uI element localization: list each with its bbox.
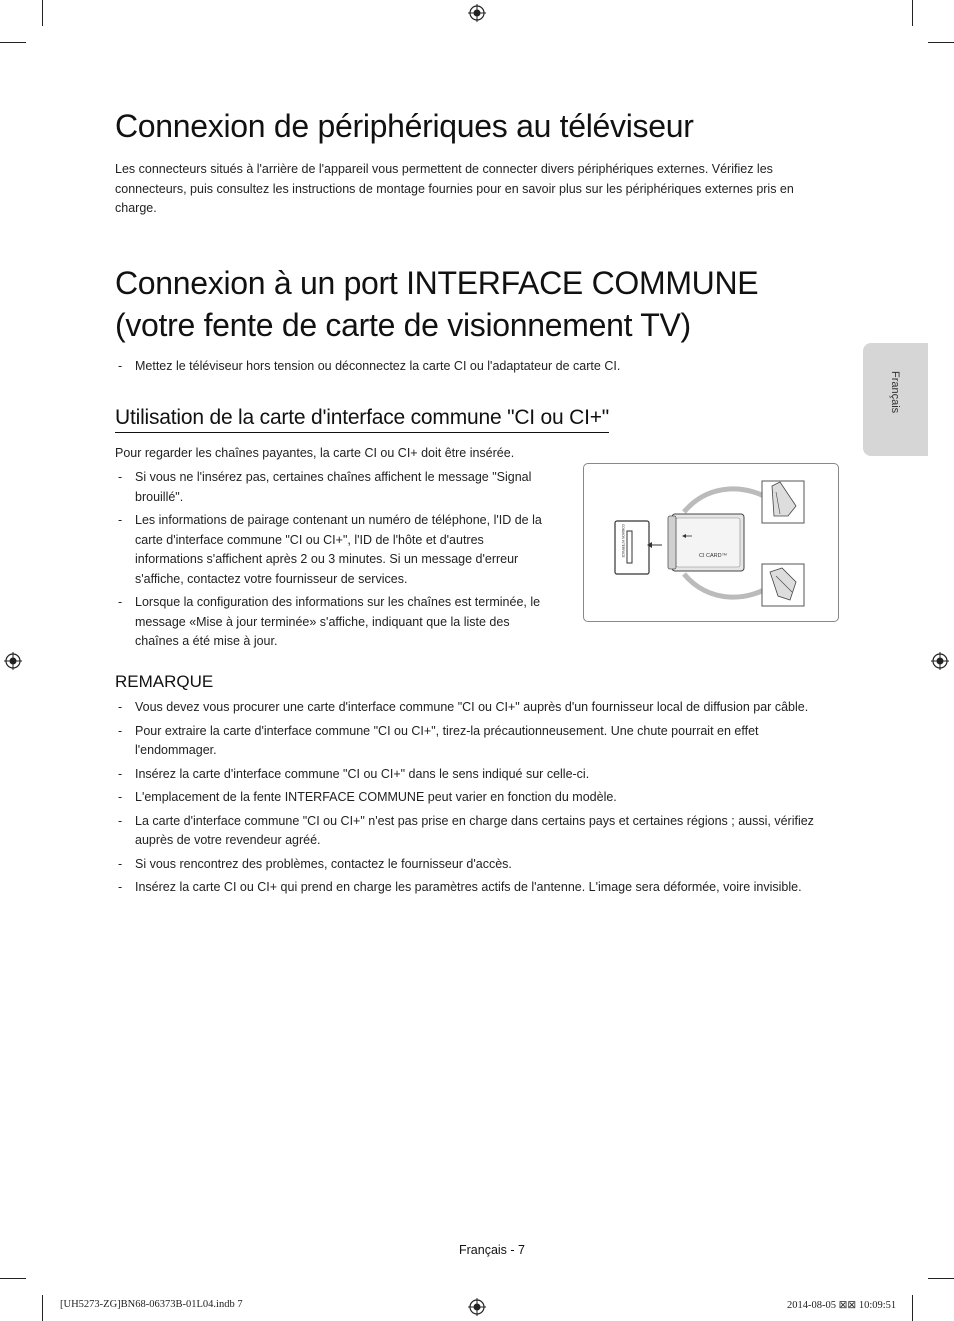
registration-mark-icon bbox=[468, 4, 486, 22]
crop-mark bbox=[42, 1295, 43, 1321]
print-slug-date: 2014-08-05 ⊠⊠ 10:09:51 bbox=[787, 1300, 897, 1311]
registration-mark-icon bbox=[931, 652, 949, 670]
list-item: - Si vous rencontrez des problèmes, contactez le fournisseur d'accès. bbox=[118, 856, 512, 871]
lead-paragraph: Pour regarder les chaînes payantes, la carte CI ou CI+ doit être insérée. bbox=[115, 446, 515, 460]
crop-mark bbox=[928, 1278, 954, 1279]
registration-mark-icon bbox=[4, 652, 22, 670]
crop-mark bbox=[42, 0, 43, 26]
list-item: - Insérez la carte CI ou CI+ qui prend en charge les paramètres actifs de l'antenne. L'image sera déformée, voire invisible. bbox=[118, 880, 802, 894]
intro-paragraph: Les connecteurs situés à l'arrière de l'appareil vous permettent de connecter divers périphériques externes. Vérifiez les connecteurs, puis consultez les instructions de montage fournies pour en savoir plus sur les périphériques externes pris en charge. bbox=[115, 162, 794, 215]
section-title-ci bbox=[115, 262, 875, 346]
list-item: - Si vous ne l'insérez pas, certaines chaînes affichent le message "Signal brouillé". bbox=[118, 470, 532, 504]
card-label: CI CARD™ bbox=[699, 553, 728, 559]
page-footer bbox=[0, 1243, 954, 1257]
ci-bullet-list bbox=[115, 357, 835, 381]
remark-bullet-list bbox=[115, 698, 840, 902]
page-title: Connexion de périphériques au téléviseur bbox=[115, 108, 694, 144]
slot-label: COMMON INTERFACE bbox=[621, 524, 625, 558]
list-item: - La carte d'interface commune "CI ou CI+" n'est pas prise en charge dans certains pays et certaines régions ; aussi, vérifiez auprès de votre revendeur agréé. bbox=[118, 813, 814, 847]
list-item: - Insérez la carte d'interface commune "CI ou CI+" dans le sens indiqué sur celle-ci. bbox=[118, 766, 590, 781]
crop-mark bbox=[912, 1295, 913, 1321]
language-side-tab bbox=[863, 343, 928, 456]
list-item: - L'emplacement de la fente INTERFACE COMMUNE peut varier en fonction du modèle. bbox=[118, 790, 617, 804]
crop-mark bbox=[0, 1278, 26, 1279]
crop-mark bbox=[912, 0, 913, 26]
list-item: - Lorsque la configuration des informations sur les chaînes est terminée, le message «Mise à jour terminée» s'affiche, indiquant que la liste des chaînes a été mise à jour. bbox=[118, 595, 541, 648]
ci-card-diagram bbox=[584, 464, 838, 621]
section-title-line: (votre fente de carte de visionnement TV) bbox=[115, 307, 691, 343]
print-slug-file: [UH5273-ZG]BN68-06373B-01L04.indb 7 bbox=[60, 1299, 243, 1310]
list-item: - Vous devez vous procurer une carte d'interface commune "CI ou CI+" auprès d'un fournisseur local de diffusion par câble. bbox=[118, 700, 809, 714]
crop-mark bbox=[0, 42, 26, 43]
usage-bullet-list bbox=[115, 468, 555, 656]
page-number: Français - 7 bbox=[459, 1243, 525, 1257]
registration-mark-icon bbox=[468, 1298, 486, 1316]
ci-card-illustration bbox=[583, 463, 839, 622]
list-item: - Pour extraire la carte d'interface commune "CI ou CI+", tirez-la précautionneusement. Une chute pourrait en effet l'endommager. bbox=[118, 723, 759, 757]
section-title-line: Connexion à un port INTERFACE COMMUNE bbox=[115, 265, 759, 301]
side-tab-label: Français bbox=[889, 371, 901, 414]
list-item: - Mettez le téléviseur hors tension ou déconnectez la carte CI ou l'adaptateur de carte CI. bbox=[118, 359, 621, 373]
remark-heading: REMARQUE bbox=[115, 672, 214, 691]
list-item: - Les informations de pairage contenant un numéro de téléphone, l'ID de la carte d'interface commune "CI ou CI+", l'ID de l'hôte et d'autres informations s'affichent après 2 ou 3 minutes. Si un message d'erreur s'affiche, contactez votre fournisseur de services. bbox=[118, 513, 542, 586]
crop-mark bbox=[928, 42, 954, 43]
subheading-ci-card: Utilisation de la carte d'interface commune "CI ou CI+" bbox=[115, 404, 609, 433]
